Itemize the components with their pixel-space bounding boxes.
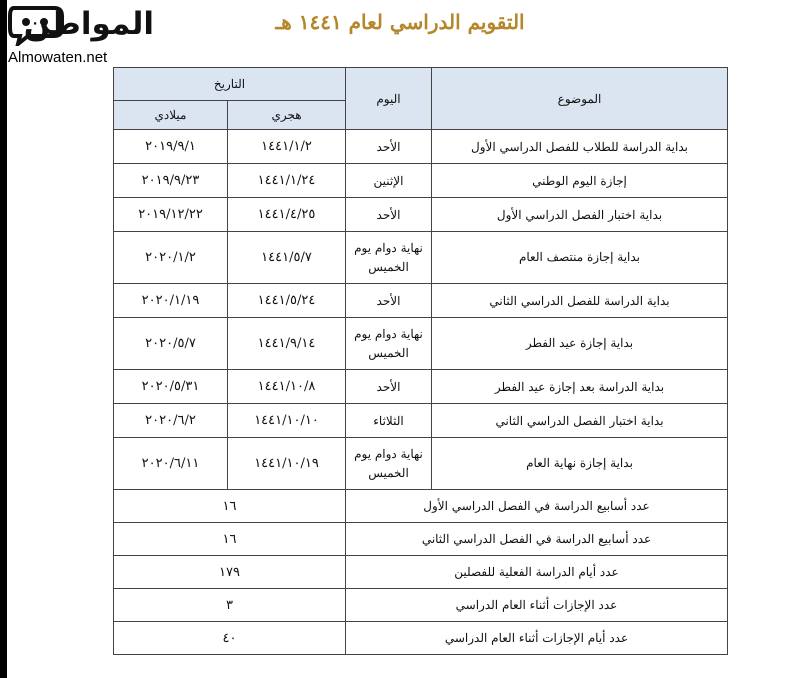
summary-value: ١٦	[114, 523, 346, 556]
hijri-cell: ١٤٤١/٥/٧	[228, 232, 346, 284]
hijri-cell: ١٤٤١/١/٢٤	[228, 164, 346, 198]
summary-row	[114, 589, 728, 622]
summary-value: ١٧٩	[114, 556, 346, 589]
table-row	[114, 284, 728, 318]
site-watermark	[8, 2, 154, 72]
summary-row	[114, 556, 728, 589]
hijri-cell: ١٤٤١/١/٢	[228, 130, 346, 164]
summary-label: عدد أسابيع الدراسة في الفصل الدراسي الأول	[346, 490, 728, 523]
day-cell: الأحد	[346, 370, 432, 404]
table-row	[114, 198, 728, 232]
header-date: التاريخ	[114, 68, 346, 101]
summary-row	[114, 523, 728, 556]
calendar-table	[113, 67, 728, 655]
gregorian-cell: ٢٠٢٠/٦/١١	[114, 438, 228, 490]
table-row	[114, 318, 728, 370]
topic-cell: بداية الدراسة للطلاب للفصل الدراسي الأول	[432, 130, 728, 164]
left-edge-bar	[0, 0, 7, 678]
day-cell: الثلاثاء	[346, 404, 432, 438]
summary-value: ٤٠	[114, 622, 346, 655]
topic-cell: بداية الدراسة للفصل الدراسي الثاني	[432, 284, 728, 318]
day-cell: الإثنين	[346, 164, 432, 198]
topic-cell: بداية اختبار الفصل الدراسي الأول	[432, 198, 728, 232]
hijri-cell: ١٤٤١/٤/٢٥	[228, 198, 346, 232]
table-row	[114, 130, 728, 164]
hijri-cell: ١٤٤١/١٠/١٠	[228, 404, 346, 438]
header-hijri: هجري	[228, 101, 346, 130]
topic-cell: إجازة اليوم الوطني	[432, 164, 728, 198]
gregorian-cell: ٢٠٢٠/١/١٩	[114, 284, 228, 318]
table-row	[114, 232, 728, 284]
topic-cell: بداية اختبار الفصل الدراسي الثاني	[432, 404, 728, 438]
hijri-cell: ١٤٤١/٥/٢٤	[228, 284, 346, 318]
header-gregorian: ميلادي	[114, 101, 228, 130]
gregorian-cell: ٢٠٢٠/٥/٧	[114, 318, 228, 370]
day-cell: الأحد	[346, 130, 432, 164]
topic-cell: بداية إجازة منتصف العام	[432, 232, 728, 284]
gregorian-cell: ٢٠١٩/٩/٢٣	[114, 164, 228, 198]
gregorian-cell: ٢٠٢٠/٥/٣١	[114, 370, 228, 404]
summary-label: عدد أيام الإجازات أثناء العام الدراسي	[346, 622, 728, 655]
summary-label: عدد الإجازات أثناء العام الدراسي	[346, 589, 728, 622]
summary-value: ٣	[114, 589, 346, 622]
gregorian-cell: ٢٠٢٠/٦/٢	[114, 404, 228, 438]
table-row	[114, 438, 728, 490]
gregorian-cell: ٢٠١٩/٩/١	[114, 130, 228, 164]
summary-value: ١٦	[114, 490, 346, 523]
hijri-cell: ١٤٤١/١٠/١٩	[228, 438, 346, 490]
summary-label: عدد أسابيع الدراسة في الفصل الدراسي الثاني	[346, 523, 728, 556]
table-row	[114, 164, 728, 198]
day-cell: نهاية دوام يوم الخميس	[346, 318, 432, 370]
topic-cell: بداية الدراسة بعد إجازة عيد الفطر	[432, 370, 728, 404]
hijri-cell: ١٤٤١/١٠/٨	[228, 370, 346, 404]
day-cell: الأحد	[346, 284, 432, 318]
hijri-cell: ١٤٤١/٩/١٤	[228, 318, 346, 370]
topic-cell: بداية إجازة نهاية العام	[432, 438, 728, 490]
gregorian-cell: ٢٠١٩/١٢/٢٢	[114, 198, 228, 232]
summary-row	[114, 622, 728, 655]
header-topic: الموضوع	[432, 68, 728, 130]
summary-row	[114, 490, 728, 523]
table-row	[114, 370, 728, 404]
page-title: التقويم الدراسي لعام ١٤٤١ هـ	[275, 10, 525, 34]
header-day: اليوم	[346, 68, 432, 130]
summary-label: عدد أيام الدراسة الفعلية للفصلين	[346, 556, 728, 589]
logo-wordmark: المواطن	[23, 6, 154, 42]
site-url: Almowaten.net	[8, 49, 108, 66]
topic-cell: بداية إجازة عيد الفطر	[432, 318, 728, 370]
table-row	[114, 404, 728, 438]
day-cell: نهاية دوام يوم الخميس	[346, 232, 432, 284]
day-cell: الأحد	[346, 198, 432, 232]
gregorian-cell: ٢٠٢٠/١/٢	[114, 232, 228, 284]
day-cell: نهاية دوام يوم الخميس	[346, 438, 432, 490]
